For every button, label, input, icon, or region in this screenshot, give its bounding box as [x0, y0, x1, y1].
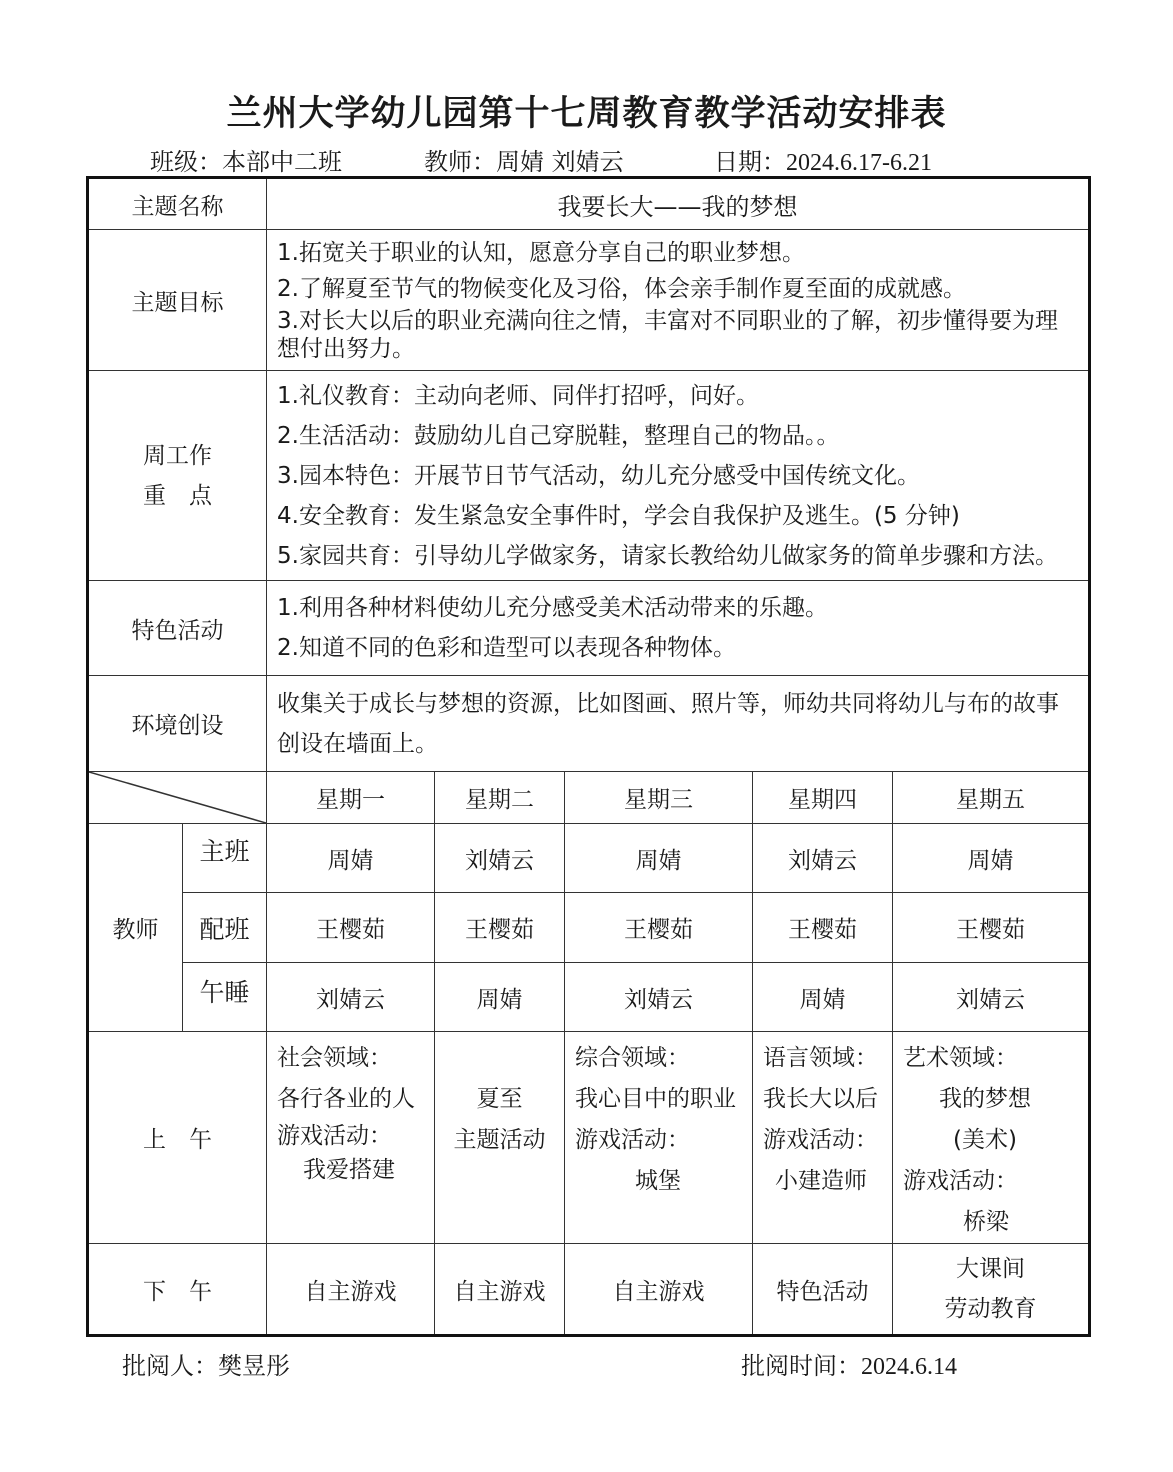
- teacher-row-assist: [88, 893, 1090, 963]
- teacher-cell: 刘婧云: [753, 824, 893, 893]
- focus-content: [267, 371, 1090, 581]
- focus-item: 5.家园共育：引导幼儿学做家务，请家长教给幼儿做家务的简单步骤和方法。: [277, 542, 1058, 569]
- teacher-cell: 刘婧云: [267, 963, 435, 1032]
- environment-line: 创设在墙面上。: [277, 730, 438, 757]
- day-header: 星期一: [267, 772, 435, 824]
- diagonal-header-cell: [88, 772, 267, 824]
- activity-line: 社会领域：: [277, 1045, 392, 1071]
- teacher-cell: 刘婧云: [893, 963, 1090, 1032]
- activity-line: 主题活动: [453, 1127, 546, 1153]
- activity-line: 各行各业的人: [277, 1086, 415, 1112]
- focus-label: [88, 371, 267, 581]
- morning-cell-tue: [435, 1032, 565, 1244]
- focus-item: 2.生活活动：鼓励幼儿自己穿脱鞋，整理自己的物品。。: [277, 422, 840, 449]
- day-header: 星期二: [435, 772, 565, 824]
- teacher-cell: 刘婧云: [435, 824, 565, 893]
- diagonal-line: [89, 772, 266, 823]
- teacher-cell: 王樱茹: [893, 893, 1090, 963]
- morning-cell-thu: [753, 1032, 893, 1244]
- activity-line: 大课间: [956, 1256, 1026, 1282]
- activity-line: 综合领域：: [575, 1045, 690, 1071]
- activity-line: 我爱搭建: [303, 1157, 395, 1183]
- activity-line: 游戏活动：: [903, 1168, 1018, 1194]
- teacher-cell: 周婧: [753, 963, 893, 1032]
- activity-line: 桥梁: [963, 1209, 1009, 1235]
- activity-line: 游戏活动：: [575, 1127, 690, 1153]
- page-title: 兰州大学幼儿园第十七周教育教学活动安排表: [226, 94, 947, 134]
- theme-value: 我要长大——我的梦想: [267, 178, 1090, 230]
- focus-label-line1: 周工作: [143, 442, 212, 469]
- environment-line: 收集关于成长与梦想的资源，比如图画、照片等，师幼共同将幼儿与布的故事: [277, 690, 1059, 717]
- teacher-cell: 周婧: [267, 824, 435, 893]
- date-label: 日期：: [714, 148, 786, 176]
- special-label: 特色活动: [88, 581, 267, 676]
- environment-label: 环境创设: [88, 676, 267, 772]
- activity-line: 城堡: [635, 1168, 681, 1194]
- activity-line: 我长大以后: [763, 1086, 878, 1112]
- activity-line: 小建造师: [775, 1168, 867, 1194]
- focus-label-line2: 重 点: [143, 482, 212, 509]
- focus-row: [88, 371, 1090, 581]
- morning-cell-wed: [565, 1032, 753, 1244]
- teacher-cell: 王樱茹: [267, 893, 435, 963]
- activity-line: 夏至: [476, 1086, 523, 1112]
- teacher-cell: 周婧: [565, 824, 753, 893]
- environment-content: [267, 676, 1090, 772]
- activity-line: (美术): [953, 1127, 1017, 1153]
- teacher-cell: 王樱茹: [753, 893, 893, 963]
- afternoon-cell: 自主游戏: [565, 1244, 753, 1336]
- afternoon-row: [88, 1244, 1090, 1336]
- morning-row: [88, 1032, 1090, 1244]
- reviewer: 批阅人：樊昱彤: [122, 1352, 290, 1380]
- role-label: 配班: [183, 893, 267, 963]
- day-header: 星期五: [893, 772, 1090, 824]
- teacher-cell: 周婧: [435, 963, 565, 1032]
- day-header: 星期四: [753, 772, 893, 824]
- role-label: 主班: [183, 824, 267, 893]
- goal-item: 2.了解夏至节气的物候变化及习俗，体会亲手制作夏至面的成就感。: [277, 276, 966, 302]
- afternoon-label: 下 午: [88, 1244, 267, 1336]
- date-info: [714, 142, 932, 177]
- teacher-cell: 王樱茹: [435, 893, 565, 963]
- role-label: 午睡: [183, 963, 267, 1032]
- theme-label: 主题名称: [88, 178, 267, 230]
- focus-item: 1.礼仪教育：主动向老师、同伴打招呼，问好。: [277, 382, 759, 409]
- teacher-cell: 周婧: [893, 824, 1090, 893]
- focus-item: 4.安全教育：发生紧急安全事件时，学会自我保护及逃生。(5 分钟): [277, 502, 960, 529]
- class-info: 班级：本部中二班: [150, 148, 342, 176]
- afternoon-cell: 自主游戏: [267, 1244, 435, 1336]
- teacher-info: 教师：周婧 刘婧云: [424, 148, 624, 176]
- review-time: [741, 1346, 957, 1381]
- goal-item: 3.对长大以后的职业充满向往之情，丰富对不同职业的了解，初步懂得要为理想付出努力。: [277, 308, 1058, 362]
- teacher-row-main: [88, 824, 1090, 893]
- special-row: [88, 581, 1090, 676]
- review-time-value: 2024.6.14: [861, 1354, 957, 1380]
- activity-line: 我心目中的职业: [575, 1086, 736, 1112]
- goals-label: 主题目标: [88, 230, 267, 371]
- goal-item: 1.拓宽关于职业的认知，愿意分享自己的职业梦想。: [277, 240, 805, 266]
- focus-item: 3.园本特色：开展节日节气活动，幼儿充分感受中国传统文化。: [277, 462, 920, 489]
- activity-line: 语言领域：: [763, 1045, 878, 1071]
- special-item: 1.利用各种材料使幼儿充分感受美术活动带来的乐趣。: [277, 595, 828, 621]
- date-value: 2024.6.17-6.21: [786, 150, 932, 176]
- teacher-row-nap: [88, 963, 1090, 1032]
- teacher-cell: 王樱茹: [565, 893, 753, 963]
- activity-line: 我的梦想: [939, 1086, 1031, 1112]
- schedule-table: [86, 176, 1091, 1337]
- teachers-label: 教师: [88, 824, 183, 1032]
- day-header: 星期三: [565, 772, 753, 824]
- environment-row: [88, 676, 1090, 772]
- theme-row: [88, 178, 1090, 230]
- activity-line: 艺术领域：: [903, 1045, 1018, 1071]
- special-content: [267, 581, 1090, 676]
- activity-line: 游戏活动：: [277, 1123, 392, 1149]
- special-item: 2.知道不同的色彩和造型可以表现各种物体。: [277, 635, 736, 661]
- afternoon-cell: 特色活动: [753, 1244, 893, 1336]
- morning-label: 上 午: [88, 1032, 267, 1244]
- morning-cell-mon: [267, 1032, 435, 1244]
- afternoon-cell: 自主游戏: [435, 1244, 565, 1336]
- activity-line: 劳动教育: [944, 1296, 1037, 1322]
- review-time-label: 批阅时间：: [741, 1352, 861, 1380]
- goals-row: [88, 230, 1090, 371]
- days-row: [88, 772, 1090, 824]
- goals-content: [267, 230, 1090, 371]
- morning-cell-fri: [893, 1032, 1090, 1244]
- activity-line: 游戏活动：: [763, 1127, 878, 1153]
- afternoon-cell-fri: [893, 1244, 1090, 1336]
- teacher-cell: 刘婧云: [565, 963, 753, 1032]
